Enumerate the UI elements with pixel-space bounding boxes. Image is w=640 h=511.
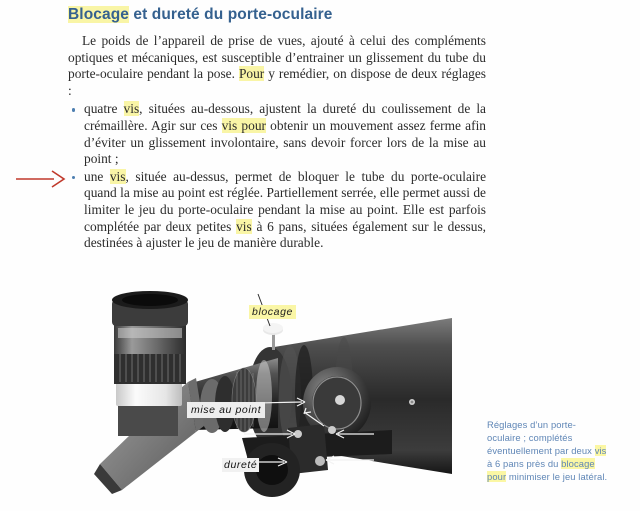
bullet1-part-3: obtenir un mouvement assez ferme afin d’éviter un glissement involontaire, sans devoir forcer lors [84, 117, 486, 150]
bullet2-part-2: , située au-dessus, permet de bloquer le tube du porte-oculaire quand la mise au point est réglée. Partiellement serrée, elle permet aussi de limiter le jeu du porte-oculaire pendant la mise au point. Elle est parfois complétée par deux petites [84, 168, 487, 234]
intro-part-2: y remédier, on dispose de deux réglages : [68, 66, 486, 98]
list-item [68, 169, 486, 252]
title-highlight-blocage: Blocage [68, 6, 129, 23]
photo-label-durete: dureté [224, 459, 258, 471]
bullet1-highlight-vis-pour: vis pour [221, 117, 266, 133]
figure-caption [487, 418, 609, 483]
bullet1-part-1: quatre [84, 101, 124, 117]
title-rest: et dureté du porte-oculaire [129, 6, 333, 23]
bullet1-last-line: de la mise au point ; [84, 134, 487, 167]
bullet2-highlight-vis-2: vis [236, 218, 252, 234]
bullet1-highlight-vis: vis [123, 101, 140, 117]
intro-paragraph [68, 33, 486, 99]
red-arrow-icon [14, 168, 68, 190]
list-item [68, 101, 486, 167]
body-text-column [68, 33, 486, 253]
intro-highlight-pour: Pour [238, 66, 265, 82]
caption-part-1: Réglages d’un porte-oculaire ; complétés éventuellement par deux [487, 419, 595, 456]
caption-highlight-blocage: blocage [561, 458, 595, 469]
bullet2-highlight-vis: vis [109, 168, 126, 184]
reglages-bullet-list [68, 101, 486, 251]
photo-label-blocage: blocage [249, 305, 296, 319]
bullet2-part-1: une [84, 168, 110, 184]
intro-part-1: Le poids de l’appareil de prise de vues, ajouté à celui des compléments optiques et mécaniques, est susceptible d’entrainer un glissement du tube du porte-oculaire pendant la pose. [68, 33, 486, 82]
caption-highlight-pour: pour [487, 471, 507, 482]
bullet2-part-3: à 6 pans, situées également sur le dessus, destinées à ajuster le jeu de [84, 218, 486, 251]
photo-label-mise-au-point: mise au point [187, 402, 265, 418]
caption-part-4: minimiser le jeu latéral. [506, 471, 608, 482]
caption-highlight-vis: vis [594, 445, 607, 456]
bullet2-last-line: manière durable. [233, 235, 324, 251]
bullet1-part-2: , situées au-dessous, ajustent la dureté du coulissement de la crémaillère. Agir sur ces [84, 101, 486, 133]
page-title [68, 6, 498, 24]
caption-part-2: à 6 pans près du [487, 458, 562, 469]
